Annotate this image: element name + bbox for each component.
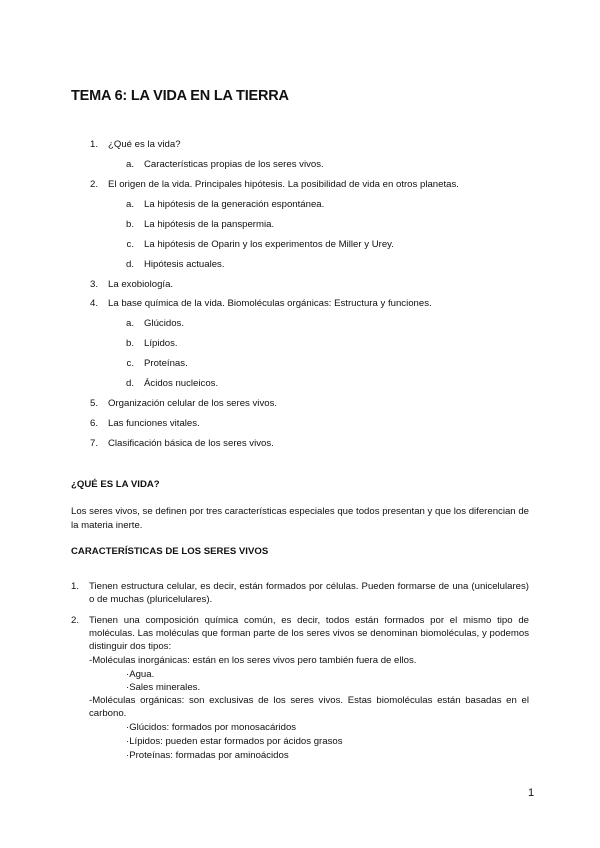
inorganic-line: -Moléculas inorgánicas: están en los seres vivos pero también fuera de ellos. bbox=[89, 655, 417, 666]
organic-item: ·Proteínas: formadas por aminoácidos bbox=[126, 750, 289, 761]
toc-text: La exobiología. bbox=[108, 279, 174, 290]
toc-subtext: Ácidos nucleicos. bbox=[144, 378, 219, 389]
toc-text: La base química de la vida. Biomoléculas orgánicas: Estructura y funciones. bbox=[108, 298, 432, 309]
toc-letter: b. bbox=[125, 219, 134, 230]
section-heading: ¿QUÉ ES LA VIDA? bbox=[71, 479, 160, 490]
toc-letter: a. bbox=[125, 159, 134, 170]
inorganic-item: ·Sales minerales. bbox=[126, 682, 201, 693]
list-item-text: Tienen estructura celular, es decir, están formados por células. Pueden formarse de una (unicelulares) o de muchas (pluricelulares). bbox=[89, 581, 529, 606]
organic-item: ·Glúcidos: formados por monosacáridos bbox=[126, 722, 297, 733]
section-paragraph: Los seres vivos, se definen por tres características especiales que todos presentan y que los diferencian de la materia inerte. bbox=[71, 506, 529, 531]
toc-letter: c. bbox=[126, 239, 134, 250]
toc-number: 3. bbox=[89, 279, 98, 290]
list-item-text: Tienen una composición química común, es decir, todos están formados por el mismo tipo de moléculas. Las moléculas que forman parte de los seres vivos se denominan biomoléculas, y podemos distinguir dos tipos: bbox=[89, 615, 529, 653]
toc-subtext: La hipótesis de la panspermia. bbox=[144, 219, 275, 230]
inorganic-item: ·Agua. bbox=[126, 669, 155, 680]
toc-subtext: La hipótesis de la generación espontánea. bbox=[144, 199, 325, 210]
list-number: 1. bbox=[71, 581, 80, 592]
toc-number: 5. bbox=[89, 398, 98, 409]
toc-number: 7. bbox=[89, 438, 98, 449]
organic-item: ·Lípidos: pueden estar formados por ácidos grasos bbox=[126, 736, 343, 747]
toc-letter: a. bbox=[125, 199, 134, 210]
toc-subtext: Lípidos. bbox=[144, 338, 178, 349]
list-number: 2. bbox=[71, 615, 80, 626]
toc-subtext: La hipótesis de Oparin y los experimentos de Miller y Urey. bbox=[144, 239, 394, 250]
toc-text: ¿Qué es la vida? bbox=[108, 139, 181, 150]
document-title: TEMA 6: LA VIDA EN LA TIERRA bbox=[71, 88, 289, 104]
toc-text: El origen de la vida. Principales hipótesis. La posibilidad de vida en otros planetas. bbox=[108, 179, 459, 190]
toc-letter: b. bbox=[125, 338, 134, 349]
toc-text: Clasificación básica de los seres vivos. bbox=[108, 438, 274, 449]
toc-subtext: Proteínas. bbox=[144, 358, 188, 369]
toc-letter: d. bbox=[125, 378, 134, 389]
toc-subtext: Hipótesis actuales. bbox=[144, 259, 225, 270]
organic-line: -Moléculas orgánicas: son exclusivas de los seres vivos. Estas biomoléculas están basadas en el carbono. bbox=[89, 695, 529, 720]
toc-number: 6. bbox=[89, 418, 98, 429]
toc-subtext: Características propias de los seres vivos. bbox=[144, 159, 324, 170]
toc-letter: a. bbox=[125, 318, 134, 329]
toc-letter: d. bbox=[125, 259, 134, 270]
toc-subtext: Glúcidos. bbox=[144, 318, 184, 329]
toc-number: 4. bbox=[89, 298, 98, 309]
toc-letter: c. bbox=[126, 358, 134, 369]
toc-number: 1. bbox=[89, 139, 98, 150]
section-heading: CARACTERÍSTICAS DE LOS SERES VIVOS bbox=[71, 546, 269, 557]
toc-text: Las funciones vitales. bbox=[108, 418, 200, 429]
page-number: 1 bbox=[528, 787, 535, 799]
toc-text: Organización celular de los seres vivos. bbox=[108, 398, 278, 409]
toc-number: 2. bbox=[89, 179, 98, 190]
